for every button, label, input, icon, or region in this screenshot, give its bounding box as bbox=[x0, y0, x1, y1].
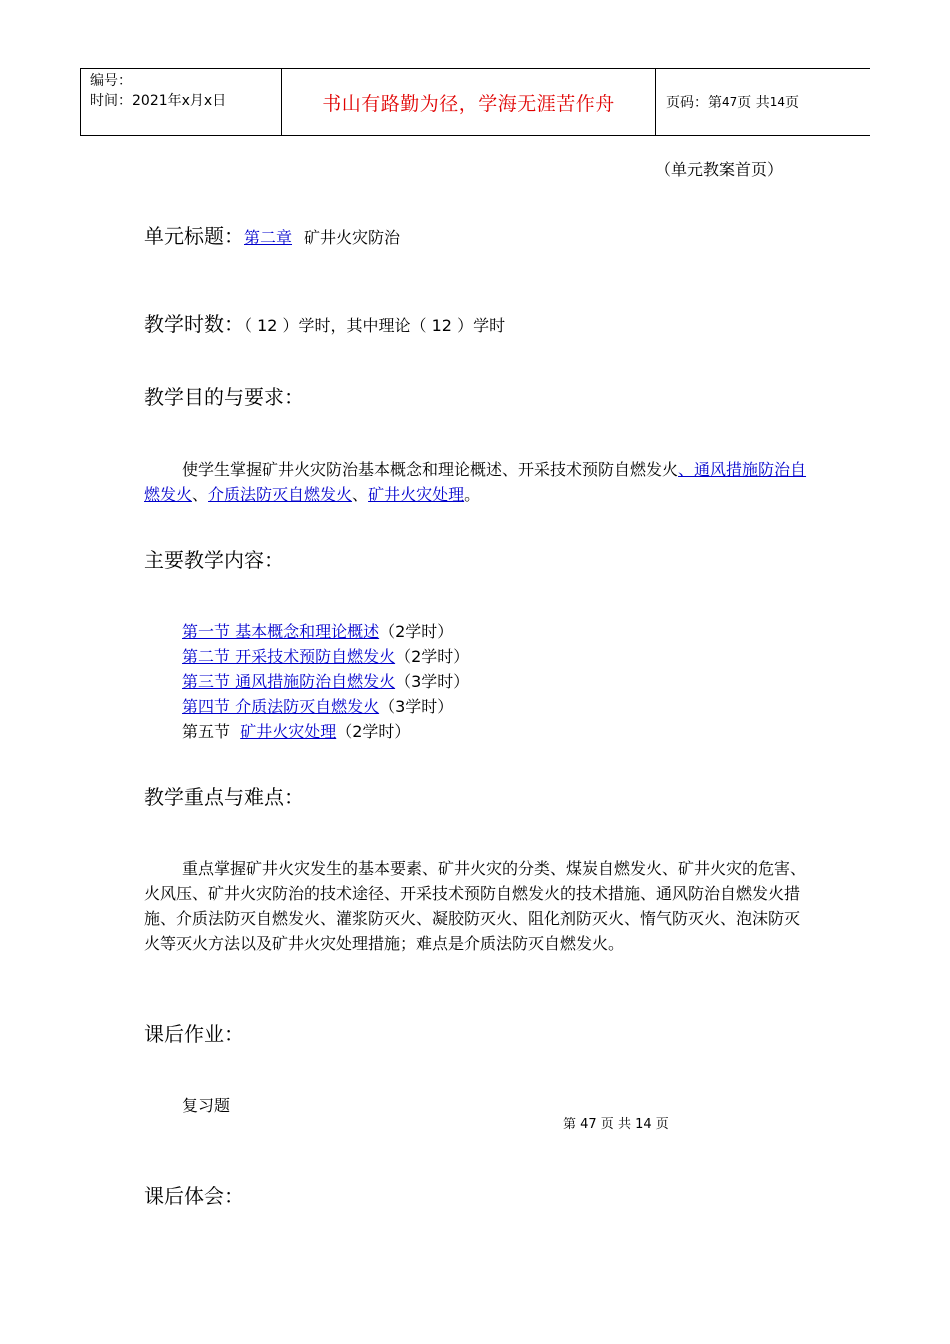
list-item bbox=[182, 644, 469, 669]
unit-title-row bbox=[144, 220, 400, 250]
objectives-sep: 、 bbox=[352, 485, 369, 504]
section-hours: （2学时） bbox=[395, 647, 470, 666]
section-3-link[interactable]: 第三节 通风措施防治自燃发火 bbox=[182, 672, 396, 691]
hours-label: 教学时数： bbox=[144, 312, 244, 336]
keypoints-heading: 教学重点与难点： bbox=[144, 785, 304, 809]
reflection-heading: 课后体会： bbox=[144, 1184, 244, 1208]
objectives-paragraph bbox=[144, 457, 808, 507]
objectives-link-ventilation[interactable]: 、通风措施防治自燃发火 bbox=[144, 460, 807, 504]
page-current: 47 bbox=[722, 95, 738, 109]
objectives-link-medium[interactable]: 介质法防灭自燃发火 bbox=[208, 485, 353, 504]
homework-heading: 课后作业： bbox=[144, 1022, 244, 1046]
objectives-text: 使学生掌握矿井火灾防治基本概念和理论概述、开采技术预防自燃发火 bbox=[182, 460, 679, 479]
header-page-cell bbox=[656, 69, 870, 135]
objectives-heading: 教学目的与要求： bbox=[144, 385, 304, 409]
page-prefix: 页码：第 bbox=[666, 95, 722, 111]
section-4-link[interactable]: 第四节 介质法防灭自燃发火 bbox=[182, 697, 380, 716]
header-table bbox=[80, 68, 870, 136]
chapter-link[interactable]: 第二章 bbox=[244, 228, 293, 247]
header-motto: 书山有路勤为径，学海无涯苦作舟 bbox=[282, 69, 656, 135]
list-item bbox=[182, 694, 469, 719]
header-meta-cell bbox=[81, 69, 282, 135]
section-5-link[interactable]: 矿井火灾处理 bbox=[240, 722, 337, 741]
homework-text: 复习题 bbox=[182, 1096, 231, 1115]
page-total: 14 bbox=[769, 95, 786, 109]
hours-text: （ 12 ）学时，其中理论（ 12 ）学时 bbox=[244, 316, 506, 335]
page-middle: 页 共 bbox=[737, 95, 770, 111]
page-subtitle: （单元教案首页） bbox=[655, 160, 784, 179]
list-item bbox=[182, 669, 469, 694]
page-footer: 第 47 页 共 14 页 bbox=[563, 1117, 669, 1132]
section-hours: （2学时） bbox=[336, 722, 411, 741]
section-1-link[interactable]: 第一节 基本概念和理论概述 bbox=[182, 622, 380, 641]
section-5-prefix: 第五节 bbox=[182, 722, 241, 741]
objectives-sep: 、 bbox=[192, 485, 209, 504]
content-list bbox=[182, 619, 469, 744]
objectives-link-fire-handling[interactable]: 矿井火灾处理 bbox=[368, 485, 465, 504]
section-hours: （2学时） bbox=[379, 622, 454, 641]
section-hours: （3学时） bbox=[395, 672, 470, 691]
unit-title-text: 矿井火灾防治 bbox=[304, 228, 401, 247]
list-item bbox=[182, 619, 469, 644]
content-heading: 主要教学内容： bbox=[144, 548, 284, 572]
hours-row bbox=[144, 308, 505, 338]
section-hours: （3学时） bbox=[379, 697, 454, 716]
page-suffix: 页 bbox=[785, 95, 800, 111]
number-label: 编号： bbox=[90, 73, 132, 89]
list-item bbox=[182, 719, 469, 744]
section-2-link[interactable]: 第二节 开采技术预防自燃发火 bbox=[182, 647, 396, 666]
time-label: 时间：2021年x月x日 bbox=[90, 93, 227, 109]
unit-title-label: 单元标题： bbox=[144, 224, 244, 248]
objectives-end: 。 bbox=[464, 485, 481, 504]
keypoints-paragraph: 重点掌握矿井火灾发生的基本要素、矿井火灾的分类、煤炭自燃发火、矿井火灾的危害、火风压、矿井火灾防治的技术途径、开采技术预防自燃发火的技术措施、通风防治自燃发火措施、介质法防灭自燃发火、灌浆防灭火、凝胶防灭火、阻化剂防灭火、惰气防灭火、泡沫防灭火等灭火方法以及矿井火灾处理措施；难点是介质法防灭自燃发火。 bbox=[144, 859, 807, 953]
